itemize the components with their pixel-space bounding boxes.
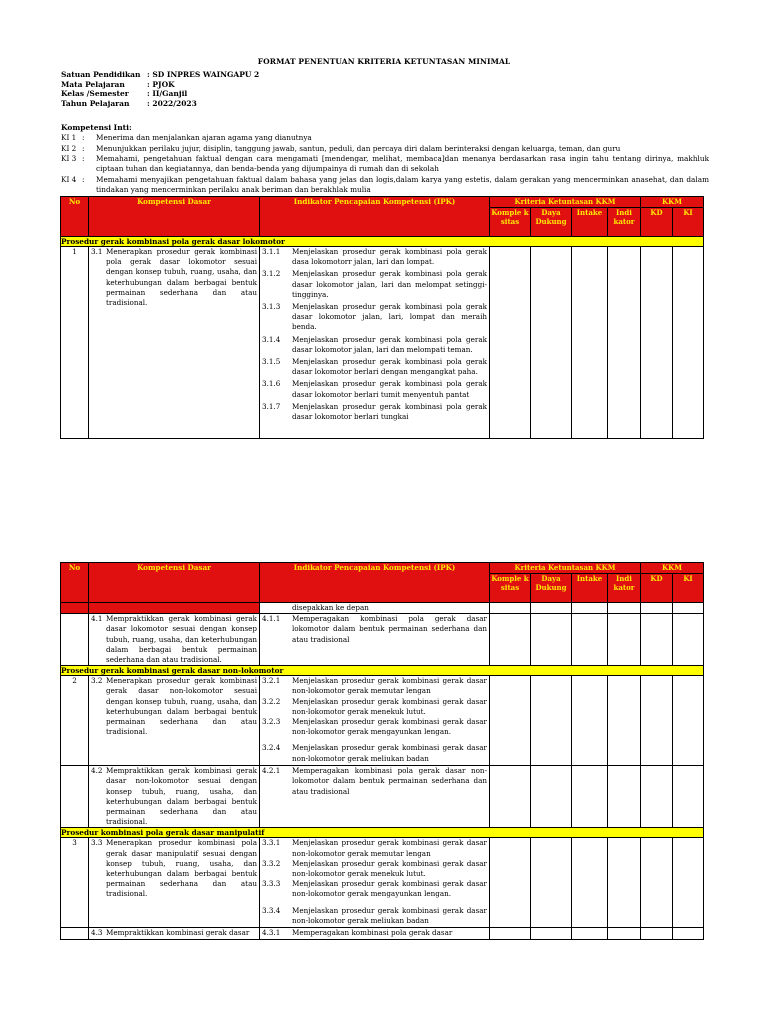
section-heading: Prosedur gerak kombinasi pola gerak dasar lokomotor bbox=[61, 237, 704, 247]
header-kriteria: Kriteria Ketuntasan KKM bbox=[490, 197, 641, 208]
header-intake: Intake bbox=[572, 574, 608, 603]
ki-value-cell[interactable] bbox=[673, 676, 704, 766]
header-no: No bbox=[61, 197, 89, 237]
daya-dukung-cell[interactable] bbox=[531, 247, 572, 439]
ki-value-cell[interactable] bbox=[673, 614, 704, 666]
ipk-number: 4.2.1 bbox=[262, 766, 281, 776]
ki-value-cell[interactable] bbox=[673, 247, 704, 439]
ki-text: Menerima dan menjalankan ajaran agama yang dianutnya bbox=[96, 133, 312, 142]
ipk-text: Menjelaskan prosedur gerak kombinasi gerak dasar non-lokomotor gerak mengayunkan lengan. bbox=[292, 879, 487, 899]
kompleksitas-cell[interactable] bbox=[490, 247, 531, 439]
section-heading: Prosedur kombinasi pola gerak dasar manipulatif bbox=[61, 828, 704, 838]
ipk-number: 3.3.3 bbox=[262, 879, 281, 889]
ipk-text: Memperagakan kombinasi pola gerak dasar lokomotor dalam bentuk permainan sederhana dan atau tradisional bbox=[292, 614, 487, 644]
kkm-table-page-1 bbox=[60, 196, 704, 439]
kd-number: 3.1 bbox=[91, 247, 103, 256]
kompleksitas-cell[interactable] bbox=[490, 838, 531, 928]
ipk-text: Memperagakan kombinasi pola gerak dasar bbox=[292, 928, 453, 938]
ki-text: Memahami menyajikan pengetahuan faktual dalam bahasa yang jelas dan logis,dalam karya yang estetis, dalam gerakan yang mencerminkan anasehat, dan dalam tindakan yang mencerminkan perilaku anak beriman dan berakhlak mulia bbox=[96, 175, 709, 195]
kd-cell bbox=[89, 928, 260, 939]
identity-value: : PJOK bbox=[147, 79, 175, 89]
ki-item bbox=[61, 175, 709, 195]
ki-text: Menunjukkan perilaku jujur, disiplin, tanggung jawab, santun, peduli, dan percaya diri dalam berinteraksi dengan keluarga, teman, dan guru bbox=[96, 144, 621, 153]
ipk-cell bbox=[260, 928, 490, 939]
header-ki: KI bbox=[673, 574, 704, 603]
intake-cell[interactable] bbox=[572, 614, 608, 666]
table-row bbox=[61, 614, 704, 666]
section-heading: Prosedur gerak kombinasi gerak dasar non-lokomotor bbox=[61, 666, 704, 676]
ipk-text: Menjelaskan prosedur gerak kombinasi pola gerak dasar lokomotor jalan, lari dan melompat setinggi-tingginya. bbox=[292, 269, 487, 299]
kd-cell bbox=[89, 766, 260, 828]
ipk-cell bbox=[260, 676, 490, 766]
ipk-number: 3.1.6 bbox=[262, 379, 281, 389]
ipk-text: Menjelaskan prosedur gerak kombinasi gerak dasar non-lokomotor gerak menekuk lutut. bbox=[292, 696, 487, 716]
ipk-text: Menjelaskan prosedur gerak kombinasi pola gerak dasar lokomotor berlari tumit menyentuh pantat bbox=[292, 379, 487, 399]
row-number: 3 bbox=[61, 838, 89, 928]
kd-number: 4.2 bbox=[91, 766, 103, 776]
intake-cell[interactable] bbox=[572, 838, 608, 928]
header-kkm: KKM bbox=[641, 563, 704, 574]
kd-value-cell[interactable] bbox=[641, 614, 673, 666]
ki-item bbox=[61, 144, 709, 154]
ipk-text: disepakkan ke depan bbox=[292, 603, 369, 612]
ki-number: KI 2 bbox=[61, 144, 77, 153]
kd-text: Mempraktikkan gerak kombinasi gerak dasar lokomotor sesuai dengan konsep tubuh, ruang, usaha, dan keterhubungan dalam berbagai bentuk permainan sederhana dan atau tradisional. bbox=[106, 614, 257, 665]
intake-cell[interactable] bbox=[572, 676, 608, 766]
header-kompetensi-dasar: Kompetensi Dasar bbox=[89, 563, 260, 603]
ipk-number: 3.1.3 bbox=[262, 302, 281, 312]
ipk-number: 3.2.2 bbox=[262, 696, 281, 706]
header-kompleksitas: Komple k sitas bbox=[490, 208, 531, 237]
identity-row bbox=[61, 80, 259, 90]
kd-text: Mempraktikkan gerak kombinasi gerak dasar non-lokomotor sesuai dengan konsep tubuh, ruang, usaha, dan keterhubungan dalam berbagai bentuk permainan sederhana dan atau tradisional. bbox=[106, 766, 257, 827]
ipk-text: Menjelaskan prosedur gerak kombinasi gerak dasar non-lokomotor gerak memutar lengan bbox=[292, 838, 487, 858]
kd-number: 3.3 bbox=[91, 838, 103, 848]
kompleksitas-cell[interactable] bbox=[490, 676, 531, 766]
ipk-number: 3.2.3 bbox=[262, 717, 281, 727]
identity-label: Kelas /Semester bbox=[61, 89, 129, 99]
header-kompleksitas: Komple k sitas bbox=[490, 574, 531, 603]
kd-cell bbox=[89, 676, 260, 766]
ipk-text: Menjelaskan prosedur gerak kombinasi pola gerak dasar lokomotor berlari dengan mengangkat paha. bbox=[292, 357, 487, 377]
ipk-text: Menjelaskan prosedur gerak kombinasi pola gerak dasar lokomotor jalan, lari, lompat dan meraih benda. bbox=[292, 302, 487, 332]
ipk-number: 3.1.5 bbox=[262, 357, 281, 367]
ipk-number: 4.1.1 bbox=[262, 614, 281, 624]
ki-number: KI 1 bbox=[61, 133, 77, 142]
intake-cell[interactable] bbox=[572, 766, 608, 828]
ipk-number: 3.1.7 bbox=[262, 401, 281, 411]
kd-value-cell[interactable] bbox=[641, 838, 673, 928]
ki-value-cell[interactable] bbox=[673, 928, 704, 939]
daya-dukung-cell[interactable] bbox=[531, 838, 572, 928]
daya-dukung-cell[interactable] bbox=[531, 676, 572, 766]
kd-value-cell[interactable] bbox=[641, 766, 673, 828]
ki-separator: : bbox=[82, 154, 85, 163]
identity-label: Mata Pelajaran bbox=[61, 79, 125, 89]
kd-value-cell[interactable] bbox=[641, 676, 673, 766]
ki-separator: : bbox=[82, 144, 85, 153]
kd-text: Mempraktikkan kombinasi gerak dasar bbox=[106, 928, 250, 938]
indikator-cell[interactable] bbox=[608, 838, 641, 928]
intake-cell[interactable] bbox=[572, 928, 608, 939]
kd-value-cell[interactable] bbox=[641, 928, 673, 939]
kd-cell bbox=[89, 614, 260, 666]
kd-text: Menerapkan prosedur gerak kombinasi gerak dasar non-lokomotor sesuai dengan konsep tubuh, ruang, usaha, dan keterhubungan dalam berbagai bentuk permainan sederhana dan atau tradisional. bbox=[106, 676, 257, 737]
ipk-cell bbox=[260, 614, 490, 666]
identity-value: : II/Ganjil bbox=[147, 89, 188, 99]
header-kompetensi-dasar: Kompetensi Dasar bbox=[89, 197, 260, 237]
table-row bbox=[61, 603, 704, 614]
daya-dukung-cell[interactable] bbox=[531, 766, 572, 828]
ki-number: KI 3 bbox=[61, 154, 77, 163]
ipk-text: Menjelaskan prosedur gerak kombinasi pola gerak dasar lokomotor berlari tungkai bbox=[292, 401, 487, 422]
indikator-cell[interactable] bbox=[608, 676, 641, 766]
ki-value-cell[interactable] bbox=[673, 838, 704, 928]
kd-text: Menerapkan prosedur kombinasi pola gerak dasar manipulatif sesuai dengan konsep tubuh, ruang, usaha, dan keterhubungan dalam berbagai bentuk permainan sederhana dan atau tradisional. bbox=[106, 838, 257, 899]
header-indikator: Indi kator bbox=[608, 574, 641, 603]
header-kd: KD bbox=[641, 574, 673, 603]
intake-cell[interactable] bbox=[572, 247, 608, 439]
kd-cell bbox=[89, 838, 260, 928]
daya-dukung-cell[interactable] bbox=[531, 928, 572, 939]
table-row bbox=[61, 928, 704, 939]
ipk-cell bbox=[260, 766, 490, 828]
kd-number: 4.3 bbox=[91, 928, 103, 938]
ki-heading: Kompetensi Inti: bbox=[61, 123, 132, 132]
ipk-number: 3.2.4 bbox=[262, 743, 281, 753]
kd-number: 4.1 bbox=[91, 614, 103, 624]
ipk-text: Menjelaskan prosedur gerak kombinasi gerak dasar non-lokomotor gerak meliukan badan bbox=[292, 905, 487, 925]
ipk-text: Menjelaskan prosedur gerak kombinasi pola gerak dasa lokomotorr jalan, lari dan lompat. bbox=[292, 247, 487, 267]
row-number: 2 bbox=[61, 676, 89, 766]
kompleksitas-cell[interactable] bbox=[490, 614, 531, 666]
ki-item bbox=[61, 154, 709, 175]
ipk-number: 3.3.1 bbox=[262, 838, 281, 848]
ipk-cell bbox=[260, 838, 490, 928]
ipk-text: Menjelaskan prosedur gerak kombinasi pola gerak dasar lokomotor jalan, lari dan melompati teman. bbox=[292, 334, 487, 354]
ipk-number: 3.1.1 bbox=[262, 247, 281, 256]
ipk-text: Menjelaskan prosedur gerak kombinasi gerak dasar non-lokomotor gerak memutar lengan bbox=[292, 676, 487, 696]
identity-label: Tahun Pelajaran bbox=[61, 98, 130, 108]
header-no: No bbox=[61, 563, 89, 603]
ki-text: Memahami, pengetahuan faktual dengan cara mengamati [mendengar, melihat, membaca]dan menanya berdasarkan rasa ingin tahu tentang dirinya, makhluk ciptaan tuhan dan kegiatannya, dan benda-benda yang dijumpainya di rumah dan di sekolah bbox=[96, 154, 709, 174]
ipk-number: 3.3.4 bbox=[262, 905, 281, 915]
document-title: FORMAT PENENTUAN KRITERIA KETUNTASAN MINIMAL bbox=[257, 57, 511, 66]
kd-text: Menerapkan prosedur gerak kombinasi pola gerak dasar lokomotor sesuai dengan konsep tubuh, ruang, usaha, dan keterhubungan dalam berbagai bentuk permainan sederhana dan atau tradisional. bbox=[106, 247, 257, 308]
identity-label: Satuan Pendidikan bbox=[61, 70, 141, 79]
header-kd: KD bbox=[641, 208, 673, 237]
ipk-text: Menjelaskan prosedur gerak kombinasi gerak dasar non-lokomotor gerak mengayunkan lengan. bbox=[292, 717, 487, 737]
identity-value: : SD INPRES WAINGAPU 2 bbox=[147, 70, 260, 79]
identity-row bbox=[61, 70, 259, 80]
indikator-cell[interactable] bbox=[608, 766, 641, 828]
ipk-number: 3.1.2 bbox=[262, 269, 281, 279]
row-number: 1 bbox=[61, 247, 89, 439]
ipk-text: Memperagakan kombinasi pola gerak dasar non-lokomotor dalam bentuk permainan sederhana dan atau tradisional bbox=[292, 766, 487, 796]
kd-value-cell[interactable] bbox=[641, 247, 673, 439]
header-ipk: Indikator Pencapaian Kompetensi (IPK) bbox=[260, 563, 490, 603]
header-daya-dukung: Daya Dukung bbox=[531, 208, 572, 237]
indikator-cell[interactable] bbox=[608, 928, 641, 939]
ki-separator: : bbox=[82, 133, 85, 142]
kd-number: 3.2 bbox=[91, 676, 103, 686]
ipk-number: 3.1.4 bbox=[262, 334, 281, 344]
indikator-cell[interactable] bbox=[608, 614, 641, 666]
ipk-text: Menjelaskan prosedur gerak kombinasi gerak dasar non-lokomotor gerak menekuk lutut. bbox=[292, 858, 487, 879]
header-kkm: KKM bbox=[641, 197, 704, 208]
identity-value: : 2022/2023 bbox=[147, 98, 197, 108]
table-row bbox=[61, 247, 704, 439]
table-row bbox=[61, 676, 704, 766]
ki-value-cell[interactable] bbox=[673, 766, 704, 828]
identity-row bbox=[61, 89, 259, 99]
header-intake: Intake bbox=[572, 208, 608, 237]
header-daya-dukung: Daya Dukung bbox=[531, 574, 572, 603]
table-row bbox=[61, 766, 704, 828]
ipk-number: 3.2.1 bbox=[262, 676, 281, 686]
daya-dukung-cell[interactable] bbox=[531, 614, 572, 666]
ipk-number: 4.3.1 bbox=[262, 928, 281, 938]
ipk-cell bbox=[260, 247, 490, 439]
identity-row bbox=[61, 99, 259, 109]
kompleksitas-cell[interactable] bbox=[490, 928, 531, 939]
ki-item bbox=[61, 133, 709, 143]
ki-separator: : bbox=[82, 175, 85, 184]
kkm-table-page-2 bbox=[60, 562, 704, 940]
kompleksitas-cell[interactable] bbox=[490, 766, 531, 828]
table-row bbox=[61, 838, 704, 928]
header-ki: KI bbox=[673, 208, 704, 237]
kd-cell bbox=[89, 247, 260, 439]
indikator-cell[interactable] bbox=[608, 247, 641, 439]
ipk-number: 3.3.2 bbox=[262, 858, 281, 868]
identity-block bbox=[61, 70, 259, 108]
header-ipk: Indikator Pencapaian Kompetensi (IPK) bbox=[260, 197, 490, 237]
header-kriteria: Kriteria Ketuntasan KKM bbox=[490, 563, 641, 574]
header-indikator: Indi kator bbox=[608, 208, 641, 237]
ki-number: KI 4 bbox=[61, 175, 77, 184]
ipk-text: Menjelaskan prosedur gerak kombinasi gerak dasar non-lokomotor gerak meliukan badan bbox=[292, 743, 487, 763]
